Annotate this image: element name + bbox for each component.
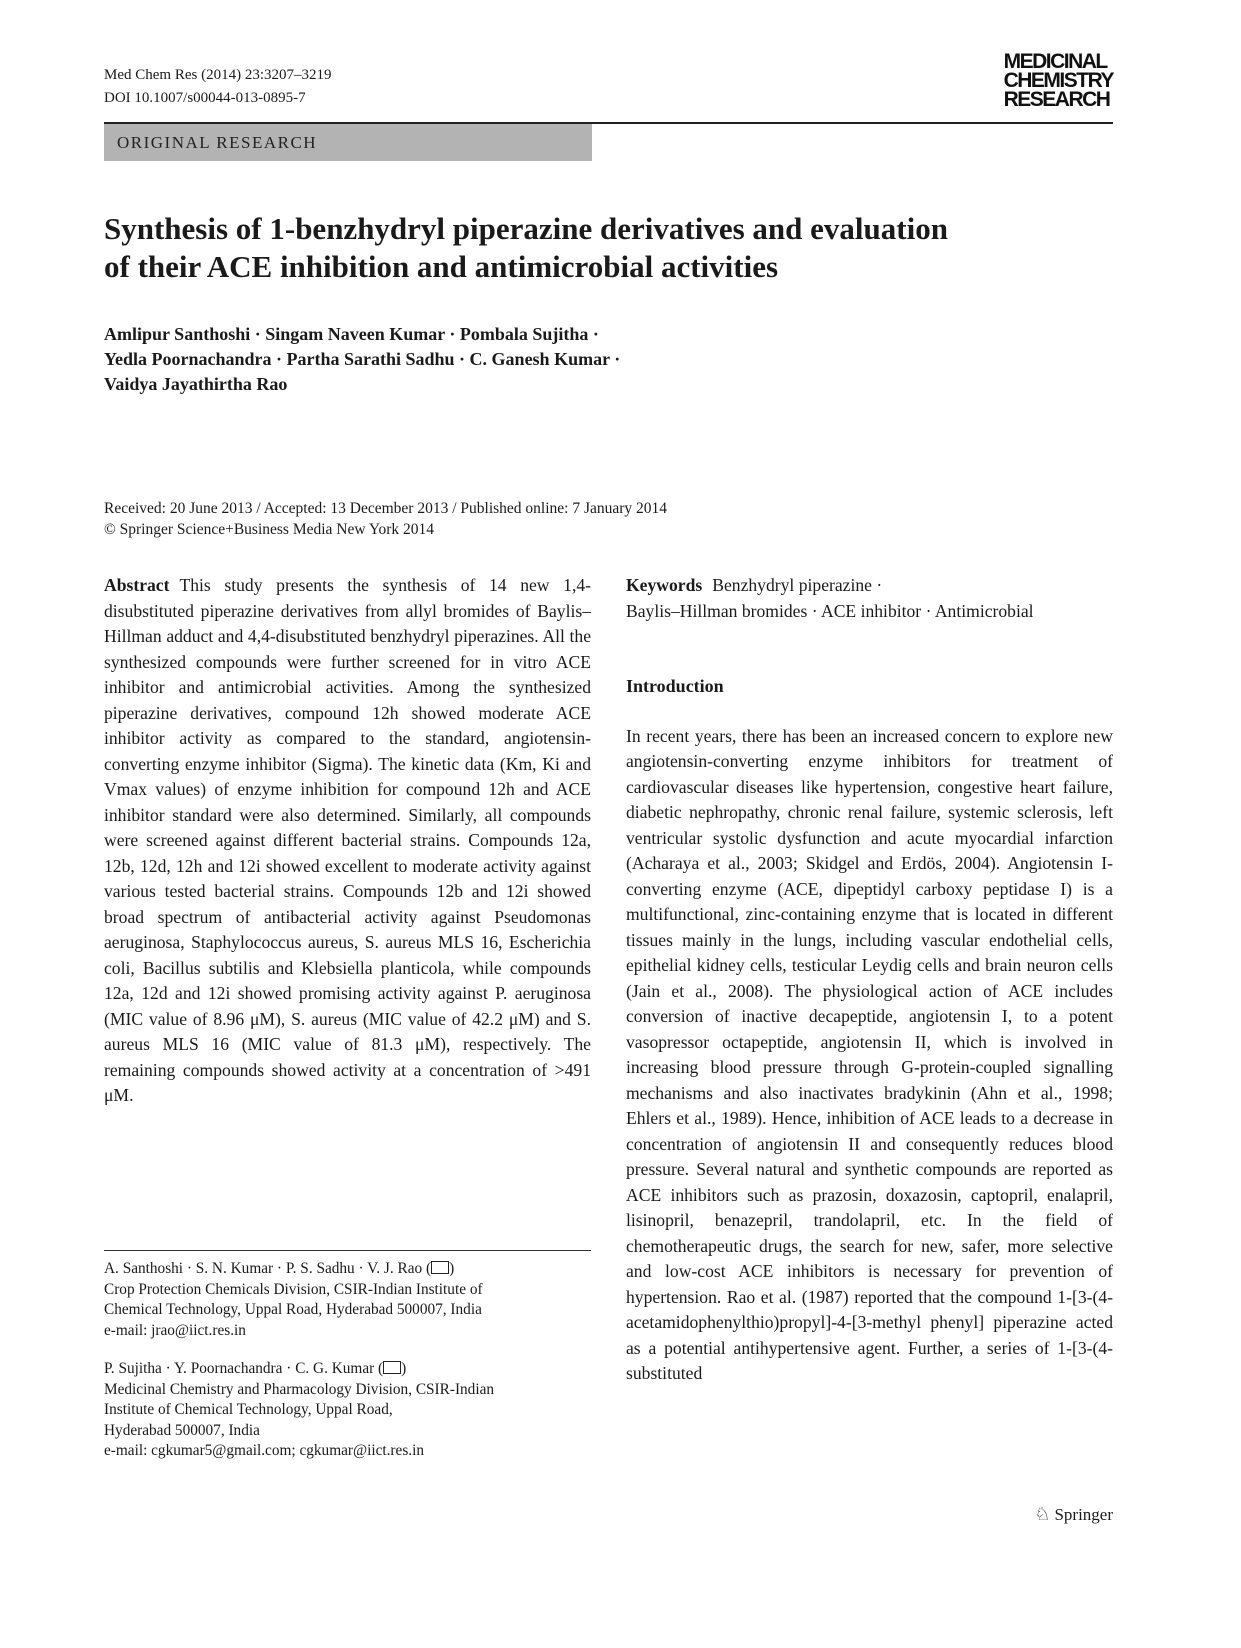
- affiliation-block-1: [104, 1259, 591, 1341]
- publisher-mark: [1034, 1504, 1113, 1525]
- springer-horse-icon: ♘: [1034, 1504, 1051, 1524]
- logo-line-2: CHEMISTRY: [1003, 69, 1113, 92]
- copyright-line: © Springer Science+Business Media New York 2014: [104, 521, 435, 538]
- introduction-heading: Introduction: [626, 676, 724, 696]
- affiliation-1-line-2: Crop Protection Chemicals Division, CSIR-Indian Institute of: [104, 1280, 483, 1298]
- affiliation-2-names: P. Sujitha · Y. Poornachandra · C. G. Kumar (: [104, 1360, 384, 1377]
- affiliation-block-2: [104, 1359, 591, 1462]
- affiliation-1-names: A. Santhoshi · S. N. Kumar · P. S. Sadhu · V. J. Rao (: [104, 1260, 432, 1277]
- title-line-2: of their ACE inhibition and antimicrobial activities: [104, 249, 779, 284]
- affiliation-2-names-end: ): [401, 1360, 407, 1377]
- affiliation-1-email[interactable]: e-mail: jrao@iict.res.in: [104, 1321, 246, 1339]
- keywords-line-2: Baylis–Hillman bromides · ACE inhibitor · Antimicrobial: [626, 600, 1034, 621]
- affiliation-2-line-3: Institute of Chemical Technology, Uppal Road,: [104, 1401, 393, 1418]
- authors-line-1: Amlipur Santhoshi · Singam Naveen Kumar · Pombala Sujitha ·: [104, 324, 599, 344]
- introduction-text: In recent years, there has been an increased concern to explore new angiotensin-converting enzyme inhibitors for treatment of cardiovascular diseases like hypertension, congestive heart failure, diabetic nephropathy, chronic renal failure, systemic sclerosis, left ventricular systolic dysfunction and acute myocardial infarction (Acharaya et al., 2003; Skidgel and Erdös, 2004). Angiotensin I-converting enzyme (ACE, dipeptidyl carboxy peptidase I) is a multifunctional, zinc-containing enzyme that is located in different tissues mainly in the lungs, including vascular endothelial cells, epithelial kidney cells, testicular Leydig cells and brain neuron cells (Jain et al., 2008). The physiological action of ACE includes conversion of inactive decapeptide, angiotensin I, to a potent vasopressor octapeptide, angiotensin II, which is involved in increasing blood pressure through G-protein-coupled signalling mechanisms and also inactivates bradykinin (Ahn et al., 1998; Ehlers et al., 1989). Hence, inhibition of ACE leads to a decrease in concentration of angiotensin II and consequently reduces blood pressure. Several natural and synthetic compounds are reported as ACE inhibitors such as prazosin, doxazosin, captopril, enalapril, lisinopril, benazepril, trandolapril, etc. In the field of chemotherapeutic drugs, the search for new, safer, more selective and low-cost ACE inhibitors is necessary for prevention of hypertension. Rao et al. (1987) reported that the compound 1-[3-(4-acetamidophenylthio)propyl]-4-[3-methyl phenyl] piperazine acted as a potential antihypertensive agent. Further, a series of 1-[3-(4-substituted: [626, 725, 1113, 1383]
- journal-citation: Med Chem Res (2014) 23:3207–3219: [104, 67, 332, 83]
- affiliation-2-line-4: Hyderabad 500007, India: [104, 1421, 260, 1439]
- affiliation-2-line-2: Medicinal Chemistry and Pharmacology Division, CSIR-Indian: [104, 1380, 495, 1398]
- logo-line-1: MEDICINAL: [1003, 50, 1107, 73]
- authors-line-3: Vaidya Jayathirtha Rao: [104, 374, 288, 394]
- abstract: [104, 573, 591, 1109]
- envelope-icon: [431, 1261, 449, 1274]
- affiliation-2-email[interactable]: e-mail: cgkumar5@gmail.com; cgkumar@iict.res.in: [104, 1442, 424, 1459]
- right-column: [626, 573, 1113, 1387]
- doi: DOI 10.1007/s00044-013-0895-7: [104, 90, 306, 106]
- author-list: [104, 322, 804, 397]
- journal-logo: [1004, 52, 1113, 109]
- section-band: [104, 124, 592, 161]
- keywords-line-1: Benzhydryl piperazine ·: [712, 575, 883, 595]
- affiliation-1-names-end: ): [449, 1260, 455, 1277]
- logo-line-3: RESEARCH: [1003, 88, 1110, 111]
- abstract-text: This study presents the synthesis of 14 new 1,4-disubstituted piperazine derivatives from allyl bromides of Baylis–Hillman adduct and 4,4-disubstituted benzhydryl piperazines. All the synthesized compounds were further screened for in vitro ACE inhibitor and antimicrobial activities. Among the synthesized piperazine derivatives, compound 12h showed moderate ACE inhibitor activity as compared to the standard, angiotensin-converting enzyme inhibitor (Sigma). The kinetic data (Km, Ki and Vmax values) of enzyme inhibition for compound 12h and ACE inhibitor standard were also determined. Similarly, all compounds were screened against different bacterial strains. Compounds 12a, 12b, 12d, 12h and 12i showed excellent to moderate activity against various tested bacterial strains. Compounds 12b and 12i showed broad spectrum of antibacterial activity against Pseudomonas aeruginosa, Staphylococcus aureus, S. aureus MLS 16, Escherichia coli, Bacillus subtilis and Klebsiella planticola, while compounds 12a, 12d and 12i showed promising activity against P. aeruginosa (MIC value of 8.96 μM), S. aureus (MIC value of 42.2 μM) and S. aureus MLS 16 (MIC value of 81.3 μM), respectively. The remaining compounds showed activity at a concentration of >491 μM.: [104, 575, 591, 1105]
- dates-line: Received: 20 June 2013 / Accepted: 13 December 2013 / Published online: 7 January 2014: [104, 500, 668, 517]
- keywords: [626, 573, 1113, 624]
- envelope-icon: [383, 1361, 401, 1374]
- authors-line-2: Yedla Poornachandra · Partha Sarathi Sadhu · C. Ganesh Kumar ·: [104, 349, 621, 369]
- article-title: [104, 210, 1044, 286]
- section-label: ORIGINAL RESEARCH: [117, 133, 318, 152]
- affiliations: [104, 1259, 591, 1462]
- footnote-rule: [104, 1250, 591, 1251]
- journal-info: [104, 64, 331, 110]
- keywords-label: Keywords: [626, 575, 703, 595]
- affiliation-1-line-3: Chemical Technology, Uppal Road, Hyderabad 500007, India: [104, 1301, 482, 1318]
- abstract-label: Abstract: [104, 575, 170, 595]
- title-line-1: Synthesis of 1-benzhydryl piperazine derivatives and evaluation: [104, 211, 948, 246]
- publisher-name: Springer: [1054, 1505, 1113, 1524]
- publication-dates: [104, 498, 667, 540]
